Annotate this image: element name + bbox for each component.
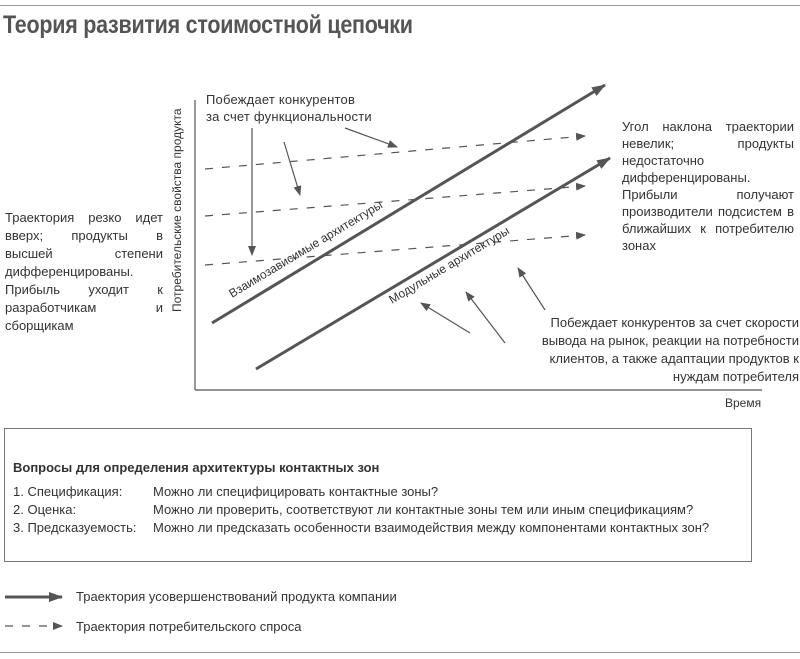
demand-trajectories <box>205 136 585 265</box>
arrow-speed-2 <box>421 303 470 333</box>
functionality-line2: за счет функциональности <box>206 109 372 124</box>
functionality-annotation <box>206 91 386 125</box>
question-label: 2. Оценка: <box>13 502 77 517</box>
demand-line-bottom <box>205 235 585 265</box>
interdependent-label: Взаимозависимые архитектуры <box>226 197 385 301</box>
arrow-speed-1 <box>466 292 505 343</box>
functionality-line1: Побеждает конкурентов <box>206 92 356 107</box>
speed-annotation: Побеждает конкурентов за счет скорости вывода на рынок, реакции на потребности клиентов, а также адаптации продуктов к нуждам потребителя <box>541 315 799 384</box>
demand-line-top <box>205 136 585 169</box>
left-annotation: Траектория резко идет вверх; продукты в высшей степени дифференцированы. Прибыль уходит к разработчикам и сборщикам <box>5 210 163 333</box>
bottom-rule <box>0 652 800 653</box>
arrow-speed-3 <box>518 268 545 310</box>
x-axis-label: Время <box>725 396 762 410</box>
legend-solid-label: Траектория усовершенствований продукта компании <box>76 589 397 604</box>
arrow-func-3 <box>345 128 397 147</box>
y-axis-label: Потребительские свойства продукта <box>170 108 184 312</box>
question-label: 1. Спецификация: <box>13 484 123 499</box>
question-text: Можно ли проверить, соответствуют ли контактные зоны тем или иным спецификациям? <box>153 502 694 517</box>
legend-dashed-label: Траектория потребительского спроса <box>76 619 302 634</box>
questions-title: Вопросы для определения архитектуры контактных зон <box>13 460 380 475</box>
right-annotation: Угол наклона траектории невелик; продукты недостаточно дифференцированы. Прибыли получают производители подсистем в ближайших к потребителю зонах <box>622 119 794 253</box>
question-text: Можно ли предсказать особенности взаимодействия между компонентами контактных зон? <box>153 520 710 535</box>
question-text: Можно ли специфицировать контактные зоны? <box>153 484 439 499</box>
page-title: Теория развития стоимостной цепочки <box>3 11 413 39</box>
modular-label: Модульные архитектуры <box>386 223 512 307</box>
legend-lines <box>5 597 62 626</box>
arrow-func-2 <box>284 142 300 195</box>
question-label: 3. Предсказуемость: <box>13 520 137 535</box>
